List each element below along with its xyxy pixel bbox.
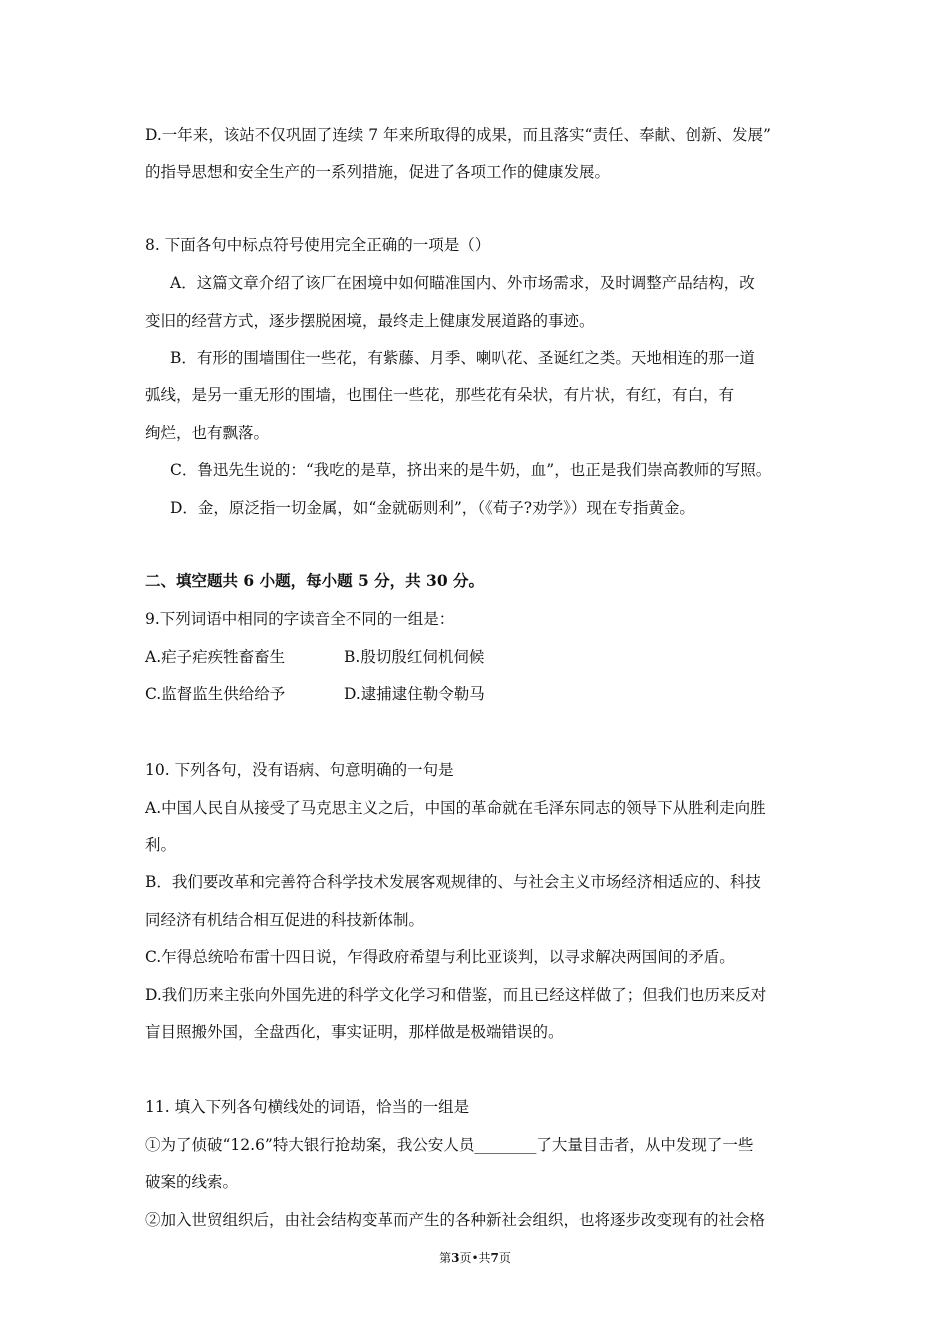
q8-option-a-line-1: A．这篇文章介绍了该厂在困境中如何瞄准国内、外市场需求，及时调整产品结构，改 xyxy=(170,274,755,292)
q10-option-a-line-1: A.中国人民自从接受了马克思主义之后，中国的革命就在毛泽东同志的领导下从胜利走向胜 xyxy=(145,799,766,817)
q8-option-b-line-1: B．有形的围墙围住一些花，有紫藤、月季、喇叭花、圣诞红之类。天地相连的那一道 xyxy=(170,349,755,367)
q11-stem: 11. 填入下列各句横线处的词语，恰当的一组是 xyxy=(145,1098,470,1116)
q9-option-b: B.殷切殷红伺机伺候 xyxy=(344,648,485,666)
q7-option-d-line-1: D.一年来，该站不仅巩固了连续 7 年来所取得的成果，而且落实“责任、奉献、创新、发展” xyxy=(145,126,771,144)
section-2-heading: 二、填空题共 6 小题，每小题 5 分，共 30 分。 xyxy=(145,571,485,590)
q9-option-d: D.逮捕逮住勒令勒马 xyxy=(344,685,485,703)
q10-option-b-line-2: 同经济有机结合相互促进的科技新体制。 xyxy=(145,911,425,929)
q10-option-b-line-1: B．我们要改革和完善符合科学技术发展客观规律的、与社会主义市场经济相适应的、科技 xyxy=(145,873,761,891)
q8-option-a-line-2: 变旧的经营方式，逐步摆脱困境，最终走上健康发展道路的事迹。 xyxy=(145,312,595,330)
q8-option-b-line-3: 绚烂，也有飘落。 xyxy=(145,424,270,442)
q9-stem: 9.下列词语中相同的字读音全不同的一组是： xyxy=(145,610,455,628)
q9-option-c: C.监督监生供给给予 xyxy=(145,685,286,703)
q9-option-a: A.疟子疟疾牲畜畜生 xyxy=(145,648,286,666)
q10-option-c: C.乍得总统哈布雷十四日说，乍得政府希望与利比亚谈判，以寻求解决两国间的矛盾。 xyxy=(145,948,735,966)
footer-middle: 页•共 xyxy=(459,1251,491,1265)
footer-suffix: 页 xyxy=(498,1251,511,1265)
q10-option-d-line-1: D.我们历来主张向外国先进的科学文化学习和借鉴，而且已经这样做了；但我们也历来反对 xyxy=(145,986,767,1004)
q8-option-c: C．鲁迅先生说的：“我吃的是草，挤出来的是牛奶，血”，也正是我们崇高教师的写照。 xyxy=(170,461,772,479)
q10-option-a-line-2: 利。 xyxy=(145,836,177,854)
footer-prefix: 第 xyxy=(439,1251,452,1265)
q7-option-d-line-2: 的指导思想和安全生产的一系列措施，促进了各项工作的健康发展。 xyxy=(145,163,611,181)
q10-stem: 10. 下列各句，没有语病、句意明确的一句是 xyxy=(145,761,454,779)
page-footer xyxy=(0,1250,950,1266)
q10-option-d-line-2: 盲目照搬外国，全盘西化，事实证明，那样做是极端错误的。 xyxy=(145,1023,564,1041)
footer-total-pages: 7 xyxy=(490,1251,499,1265)
q8-stem: 8. 下面各句中标点符号使用完全正确的一项是（） xyxy=(145,236,491,254)
q11-sentence-1-line-1: ①为了侦破“12.6”特大银行抢劫案，我公安人员________了大量目击者，从中发现了一些 xyxy=(145,1136,754,1154)
footer-current-page: 3 xyxy=(451,1251,460,1265)
q11-sentence-2-line-1: ②加入世贸组织后，由社会结构变革而产生的各种新社会组织，也将逐步改变现有的社会格 xyxy=(145,1211,766,1229)
q8-option-b-line-2: 弧线，是另一重无形的围墙，也围住一些花，那些花有朵状，有片状，有红，有白，有 xyxy=(145,386,735,404)
q8-option-d: D．金，原泛指一切金属，如“金就砺则利”，（《荀子?劝学》）现在专指黄金。 xyxy=(170,499,695,517)
q11-sentence-1-line-2: 破案的线索。 xyxy=(145,1173,239,1191)
